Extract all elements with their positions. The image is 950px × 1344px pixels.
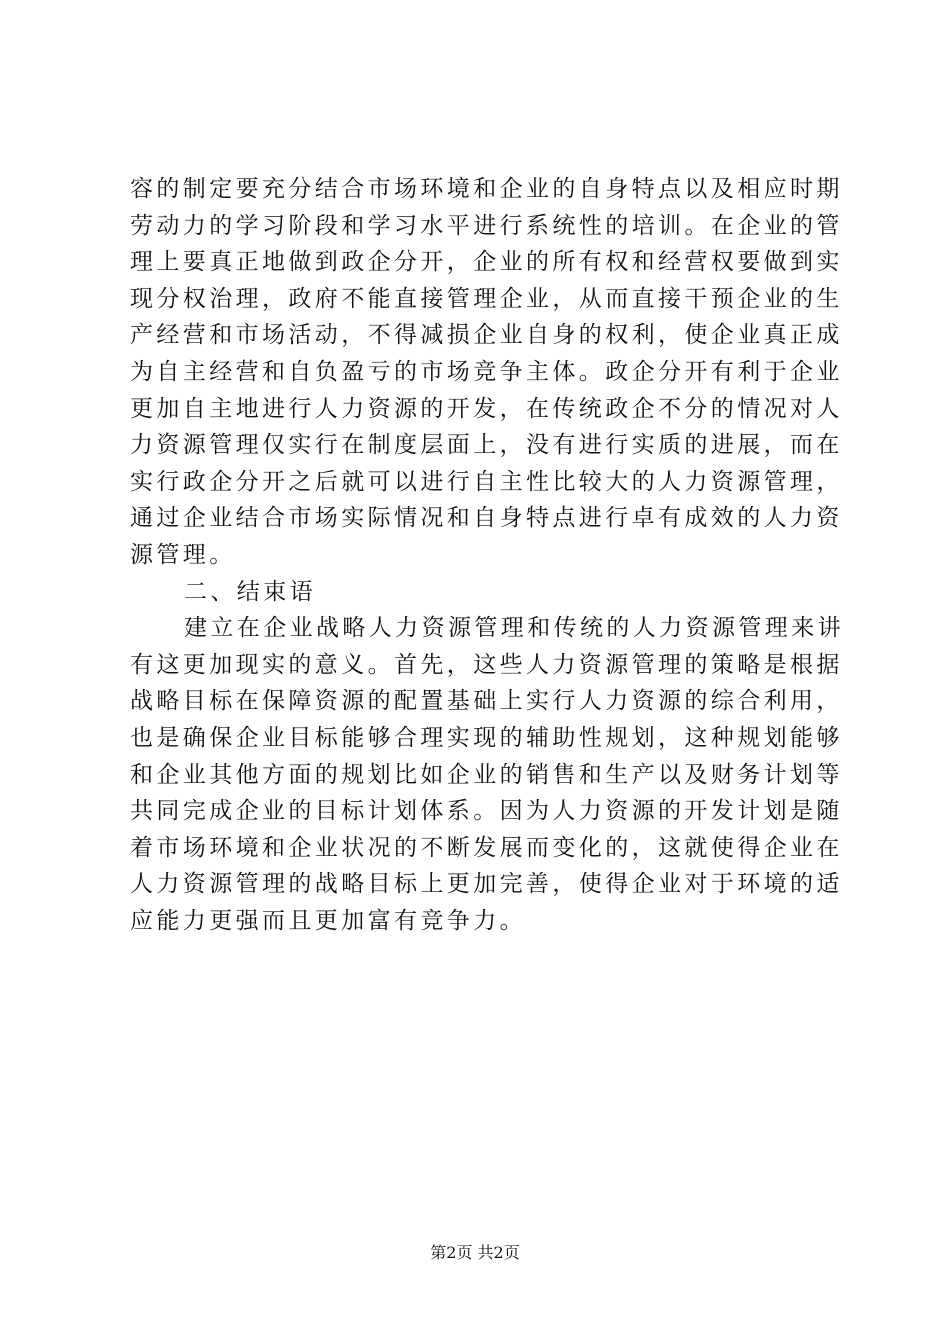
text-line: 实行政企分开之后就可以进行自主性比较大的人力资源管理， [130,468,843,495]
text-line: 应能力更强而且更加富有竞争力。 [130,907,526,934]
text-line: 建立在企业战略人力资源管理和传统的人力资源管理来讲 [184,615,844,642]
text-line: 力资源管理仅实行在制度层面上，没有进行实质的进展，而在 [130,432,843,459]
text-line: 产经营和市场活动，不得减损企业自身的权利，使企业真正成 [130,322,843,349]
text-line: 源管理。 [130,541,236,568]
text-line: 现分权治理，政府不能直接管理企业，从而直接干预企业的生 [130,285,843,312]
text-line: 容的制定要充分结合市场环境和企业的自身特点以及相应时期 [130,176,843,202]
page-number-footer: 第2页 共2页 [430,1243,520,1262]
text-line: 通过企业结合市场实际情况和自身特点进行卓有成效的人力资 [130,505,843,532]
section-heading: 二、结束语 [184,578,316,605]
text-line: 着市场环境和企业状况的不断发展而变化的，这就使得企业在 [130,834,843,861]
text-line: 人力资源管理的战略目标上更加完善，使得企业对于环境的适 [130,871,843,898]
text-line: 更加自主地进行人力资源的开发，在传统政企不分的情况对人 [130,395,843,422]
document-body [130,171,844,939]
text-line: 有这更加现实的意义。首先，这些人力资源管理的策略是根据 [130,651,843,678]
text-line: 劳动力的学习阶段和学习水平进行系统性的培训。在企业的管 [130,212,843,239]
text-line: 理上要真正地做到政企分开，企业的所有权和经营权要做到实 [130,249,843,276]
text-line: 为自主经营和自负盈亏的市场竞争主体。政企分开有利于企业 [130,358,843,385]
text-line: 战略目标在保障资源的配置基础上实行人力资源的综合利用， [130,688,843,715]
text-line: 也是确保企业目标能够合理实现的辅助性规划，这种规划能够 [130,724,843,751]
text-line: 共同完成企业的目标计划体系。因为人力资源的开发计划是随 [130,798,843,825]
text-line: 和企业其他方面的规划比如企业的销售和生产以及财务计划等 [130,761,843,788]
